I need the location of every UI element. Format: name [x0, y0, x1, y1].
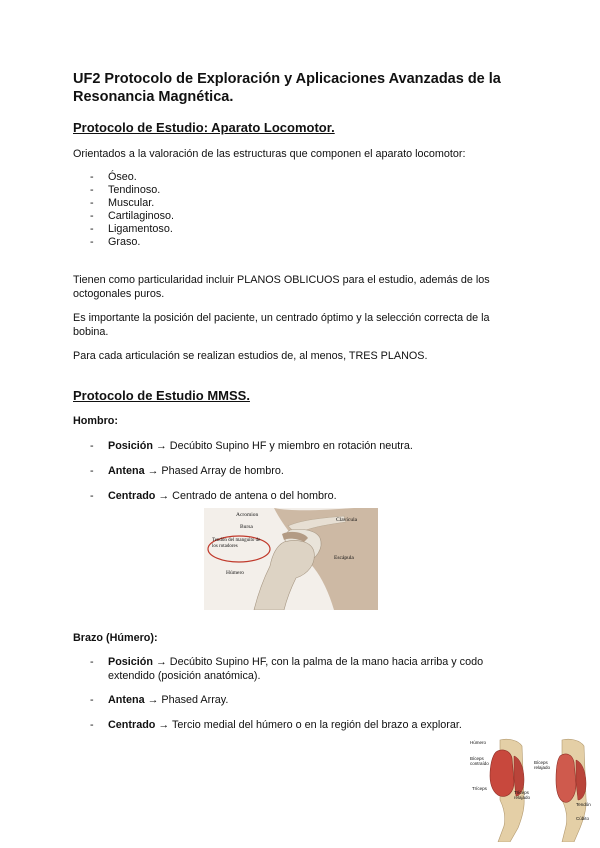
bullet-hombro-centrado: - Centrado → Centrado de antena o del hombro. [90, 490, 337, 502]
list-item: - Óseo. [90, 171, 174, 184]
bullet-label: Posición [108, 440, 153, 452]
label-bursa: Bursa [240, 524, 253, 530]
structure-list [90, 171, 174, 249]
bullet-hombro-antena: - Antena → Phased Array de hombro. [90, 465, 284, 477]
bullet-label: Posición [108, 656, 153, 668]
section-heading-locomotor: Protocolo de Estudio: Aparato Locomotor. [73, 120, 335, 135]
list-item: - Ligamentoso. [90, 223, 174, 236]
intro-paragraph: Orientados a la valoración de las estructuras que componen el aparato locomotor: [73, 148, 466, 160]
label-arm-6: Tendón [576, 802, 591, 807]
list-item: - Tendinoso. [90, 184, 174, 197]
bullet-label: Antena [108, 465, 145, 477]
bullet-brazo-posicion: - Posición → Decúbito Supino HF, con la palma de la mano hacia arriba y codo extendido (posición anatómica). [90, 656, 484, 682]
bullet-brazo-antena: - Antena → Phased Array. [90, 694, 229, 706]
section-heading-mmss: Protocolo de Estudio MMSS. [73, 388, 250, 403]
paragraph-tres-planos: Para cada articulación se realizan estudios de, al menos, TRES PLANOS. [73, 350, 428, 362]
bullet-hombro-posicion: - Posición → Decúbito Supino HF y miembro en rotación neutra. [90, 440, 413, 452]
label-arm-1: Húmero [470, 740, 487, 745]
label-tendon-manguito: Tendón del manguito de los rotadores [212, 538, 261, 549]
label-acromion: Acromion [236, 512, 259, 518]
paragraph-planos-oblicuos: Tienen como particularidad incluir PLANOS OBLICUOS para el estudio, además de los octogonales puros. [73, 274, 490, 300]
document-title: UF2 Protocolo de Exploración y Aplicaciones Avanzadas de la Resonancia Magnética. [73, 71, 501, 105]
subheading-brazo: Brazo (Húmero): [73, 632, 158, 644]
shoulder-anatomy-image [204, 508, 378, 610]
label-arm-5: Bíceps relajado [534, 760, 551, 770]
bullet-text: → Decúbito Supino HF, con la palma de la mano hacia arriba y codo extendido (posición anatómica). [108, 656, 484, 682]
label-arm-2: Bíceps contraído [470, 756, 489, 766]
arm-muscles-image [470, 738, 598, 842]
bullet-label: Centrado [108, 490, 156, 502]
list-item: - Cartilaginoso. [90, 210, 174, 223]
subheading-hombro: Hombro: [73, 415, 118, 427]
label-arm-4: Tríceps relajado [514, 790, 531, 800]
bullet-text: → Phased Array. [144, 694, 229, 706]
label-escapula: Escápula [334, 555, 354, 561]
label-arm-3: Tríceps [472, 786, 487, 791]
paragraph-posicion: Es importante la posición del paciente, un centrado óptimo y la selección correcta de la bobina. [73, 312, 490, 338]
bullet-label: Antena [108, 694, 145, 706]
bullet-text: → Tercio medial del húmero o en la región del brazo a explorar. [155, 719, 462, 731]
label-clavicula: Clavícula [336, 517, 358, 523]
list-item: - Muscular. [90, 197, 174, 210]
bullet-text: → Phased Array de hombro. [144, 465, 284, 477]
bullet-label: Centrado [108, 719, 156, 731]
label-arm-7: Cúbito [576, 816, 590, 821]
list-item: - Graso. [90, 236, 174, 249]
bullet-text: → Centrado de antena o del hombro. [155, 490, 337, 502]
bullet-text: → Decúbito Supino HF y miembro en rotación neutra. [153, 440, 413, 452]
label-humero: Húmero [226, 570, 245, 576]
bullet-brazo-centrado: - Centrado → Tercio medial del húmero o en la región del brazo a explorar. [90, 719, 462, 731]
